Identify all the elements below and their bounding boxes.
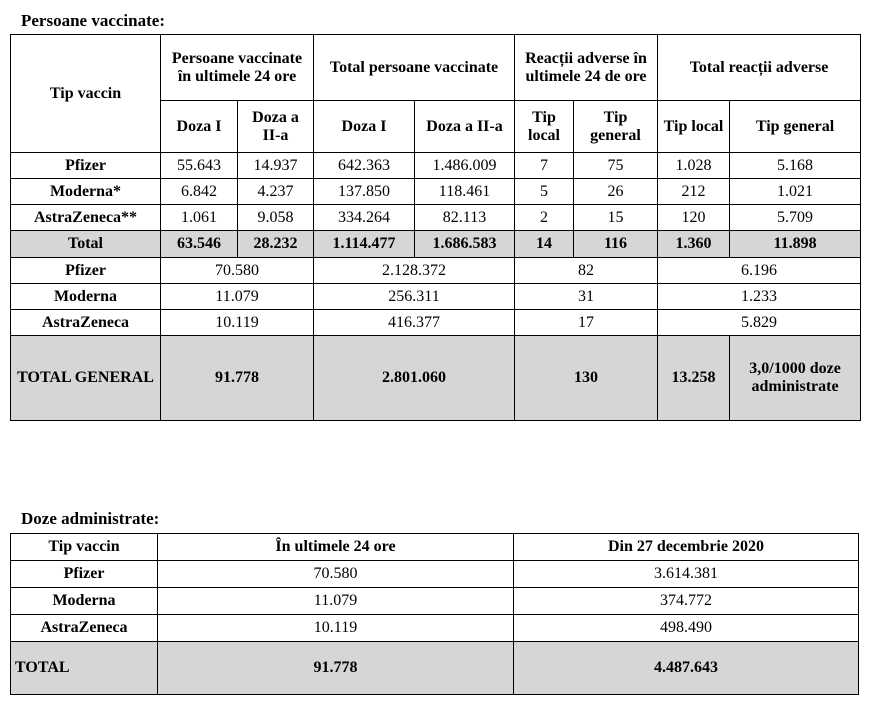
table-row-total-general bbox=[11, 336, 861, 421]
cell-moderna-merged-adverse24: 31 bbox=[515, 284, 658, 310]
cell-total-general-total: 2.801.060 bbox=[314, 336, 515, 421]
doses-row-label-total: TOTAL bbox=[11, 642, 158, 695]
header-adverse-24-general: Tip general bbox=[574, 101, 658, 153]
cell-pfizer-adv24-general: 75 bbox=[574, 153, 658, 179]
cell-astrazeneca-last24-doza-i: 1.061 bbox=[161, 205, 238, 231]
row-label-pfizer-merged: Pfizer bbox=[11, 258, 161, 284]
cell-moderna-total-doza-ii: 118.461 bbox=[415, 179, 515, 205]
doses-header-tip-vaccin: Tip vaccin bbox=[11, 534, 158, 561]
table-row bbox=[11, 588, 859, 615]
cell-moderna-merged-total: 256.311 bbox=[314, 284, 515, 310]
cell-total-general-adverse-rate: 3,0/1000 doze administrate bbox=[730, 336, 861, 421]
cell-total-adv24-local: 14 bbox=[515, 231, 574, 258]
doses-cell-pfizer-last24: 70.580 bbox=[158, 561, 514, 588]
cell-moderna-adv24-general: 26 bbox=[574, 179, 658, 205]
cell-astrazeneca-adv-total-local: 120 bbox=[658, 205, 730, 231]
cell-moderna-adv24-local: 5 bbox=[515, 179, 574, 205]
cell-astrazeneca-adv24-general: 15 bbox=[574, 205, 658, 231]
section-title-doze-administrate: Doze administrate: bbox=[21, 509, 160, 528]
cell-moderna-merged-adverse-total: 1.233 bbox=[658, 284, 861, 310]
table-doze-administrate bbox=[10, 533, 859, 695]
table-row bbox=[11, 258, 861, 284]
cell-moderna-adv-total-general: 1.021 bbox=[730, 179, 861, 205]
doses-cell-moderna-since: 374.772 bbox=[514, 588, 859, 615]
header-doza-i-total: Doza I bbox=[314, 101, 415, 153]
cell-pfizer-merged-total: 2.128.372 bbox=[314, 258, 515, 284]
doses-cell-moderna-last24: 11.079 bbox=[158, 588, 514, 615]
cell-total-last24-doza-ii: 28.232 bbox=[238, 231, 314, 258]
doses-row-label-moderna: Moderna bbox=[11, 588, 158, 615]
cell-pfizer-adv-total-general: 5.168 bbox=[730, 153, 861, 179]
header-adverse-total-general: Tip general bbox=[730, 101, 861, 153]
row-label-astrazeneca-merged: AstraZeneca bbox=[11, 310, 161, 336]
table-row bbox=[11, 615, 859, 642]
header-doza-i-last24: Doza I bbox=[161, 101, 238, 153]
row-label-moderna-merged: Moderna bbox=[11, 284, 161, 310]
cell-total-adv-total-local: 1.360 bbox=[658, 231, 730, 258]
doses-row-label-pfizer: Pfizer bbox=[11, 561, 158, 588]
row-label-moderna: Moderna* bbox=[11, 179, 161, 205]
doses-cell-total-last24: 91.778 bbox=[158, 642, 514, 695]
cell-astrazeneca-total-doza-ii: 82.113 bbox=[415, 205, 515, 231]
cell-moderna-merged-last24: 11.079 bbox=[161, 284, 314, 310]
table-row bbox=[11, 284, 861, 310]
header-row-groups bbox=[11, 35, 861, 101]
doses-cell-total-since: 4.487.643 bbox=[514, 642, 859, 695]
header-adverse-24-local: Tip local bbox=[515, 101, 574, 153]
cell-astrazeneca-merged-total: 416.377 bbox=[314, 310, 515, 336]
table-row bbox=[11, 310, 861, 336]
table-row bbox=[11, 561, 859, 588]
cell-total-last24-doza-i: 63.546 bbox=[161, 231, 238, 258]
cell-pfizer-last24-doza-ii: 14.937 bbox=[238, 153, 314, 179]
cell-total-general-adverse24: 130 bbox=[515, 336, 658, 421]
table-row bbox=[11, 179, 861, 205]
cell-astrazeneca-total-doza-i: 334.264 bbox=[314, 205, 415, 231]
doses-cell-astrazeneca-last24: 10.119 bbox=[158, 615, 514, 642]
header-tip-vaccin: Tip vaccin bbox=[11, 35, 161, 153]
header-group-last24: Persoane vaccinate în ultimele 24 ore bbox=[161, 35, 314, 101]
table-persoane-vaccinate bbox=[10, 34, 861, 421]
cell-pfizer-total-doza-ii: 1.486.009 bbox=[415, 153, 515, 179]
cell-moderna-last24-doza-i: 6.842 bbox=[161, 179, 238, 205]
cell-total-total-doza-i: 1.114.477 bbox=[314, 231, 415, 258]
cell-moderna-total-doza-i: 137.850 bbox=[314, 179, 415, 205]
cell-astrazeneca-merged-adverse24: 17 bbox=[515, 310, 658, 336]
row-label-pfizer: Pfizer bbox=[11, 153, 161, 179]
cell-moderna-last24-doza-ii: 4.237 bbox=[238, 179, 314, 205]
table-row bbox=[11, 205, 861, 231]
cell-astrazeneca-adv24-local: 2 bbox=[515, 205, 574, 231]
cell-moderna-adv-total-local: 212 bbox=[658, 179, 730, 205]
header-group-total-vaccinated: Total persoane vaccinate bbox=[314, 35, 515, 101]
header-doza-ii-total: Doza a II-a bbox=[415, 101, 515, 153]
cell-pfizer-merged-adverse-total: 6.196 bbox=[658, 258, 861, 284]
cell-pfizer-merged-adverse24: 82 bbox=[515, 258, 658, 284]
doses-row-total bbox=[11, 642, 859, 695]
doses-row-label-astrazeneca: AstraZeneca bbox=[11, 615, 158, 642]
cell-astrazeneca-merged-adverse-total: 5.829 bbox=[658, 310, 861, 336]
cell-pfizer-merged-last24: 70.580 bbox=[161, 258, 314, 284]
row-label-astrazeneca: AstraZeneca** bbox=[11, 205, 161, 231]
doses-header-row bbox=[11, 534, 859, 561]
cell-pfizer-last24-doza-i: 55.643 bbox=[161, 153, 238, 179]
doses-header-last24: În ultimele 24 ore bbox=[158, 534, 514, 561]
doses-cell-pfizer-since: 3.614.381 bbox=[514, 561, 859, 588]
cell-pfizer-total-doza-i: 642.363 bbox=[314, 153, 415, 179]
cell-astrazeneca-last24-doza-ii: 9.058 bbox=[238, 205, 314, 231]
table-row bbox=[11, 153, 861, 179]
header-group-adverse-last24: Reacții adverse în ultimele 24 de ore bbox=[515, 35, 658, 101]
header-group-total-adverse: Total reacții adverse bbox=[658, 35, 861, 101]
cell-total-general-last24: 91.778 bbox=[161, 336, 314, 421]
header-adverse-total-local: Tip local bbox=[658, 101, 730, 153]
row-label-total-general: TOTAL GENERAL bbox=[11, 336, 161, 421]
row-label-total: Total bbox=[11, 231, 161, 258]
header-doza-ii-last24: Doza a II-a bbox=[238, 101, 314, 153]
table-row-total bbox=[11, 231, 861, 258]
cell-pfizer-adv-total-local: 1.028 bbox=[658, 153, 730, 179]
cell-pfizer-adv24-local: 7 bbox=[515, 153, 574, 179]
doses-cell-astrazeneca-since: 498.490 bbox=[514, 615, 859, 642]
cell-total-adv-total-general: 11.898 bbox=[730, 231, 861, 258]
cell-total-adv24-general: 116 bbox=[574, 231, 658, 258]
section-title-persoane-vaccinate: Persoane vaccinate: bbox=[21, 11, 165, 30]
cell-astrazeneca-adv-total-general: 5.709 bbox=[730, 205, 861, 231]
doses-header-since: Din 27 decembrie 2020 bbox=[514, 534, 859, 561]
cell-total-total-doza-ii: 1.686.583 bbox=[415, 231, 515, 258]
cell-astrazeneca-merged-last24: 10.119 bbox=[161, 310, 314, 336]
cell-total-general-adverse-total-local: 13.258 bbox=[658, 336, 730, 421]
